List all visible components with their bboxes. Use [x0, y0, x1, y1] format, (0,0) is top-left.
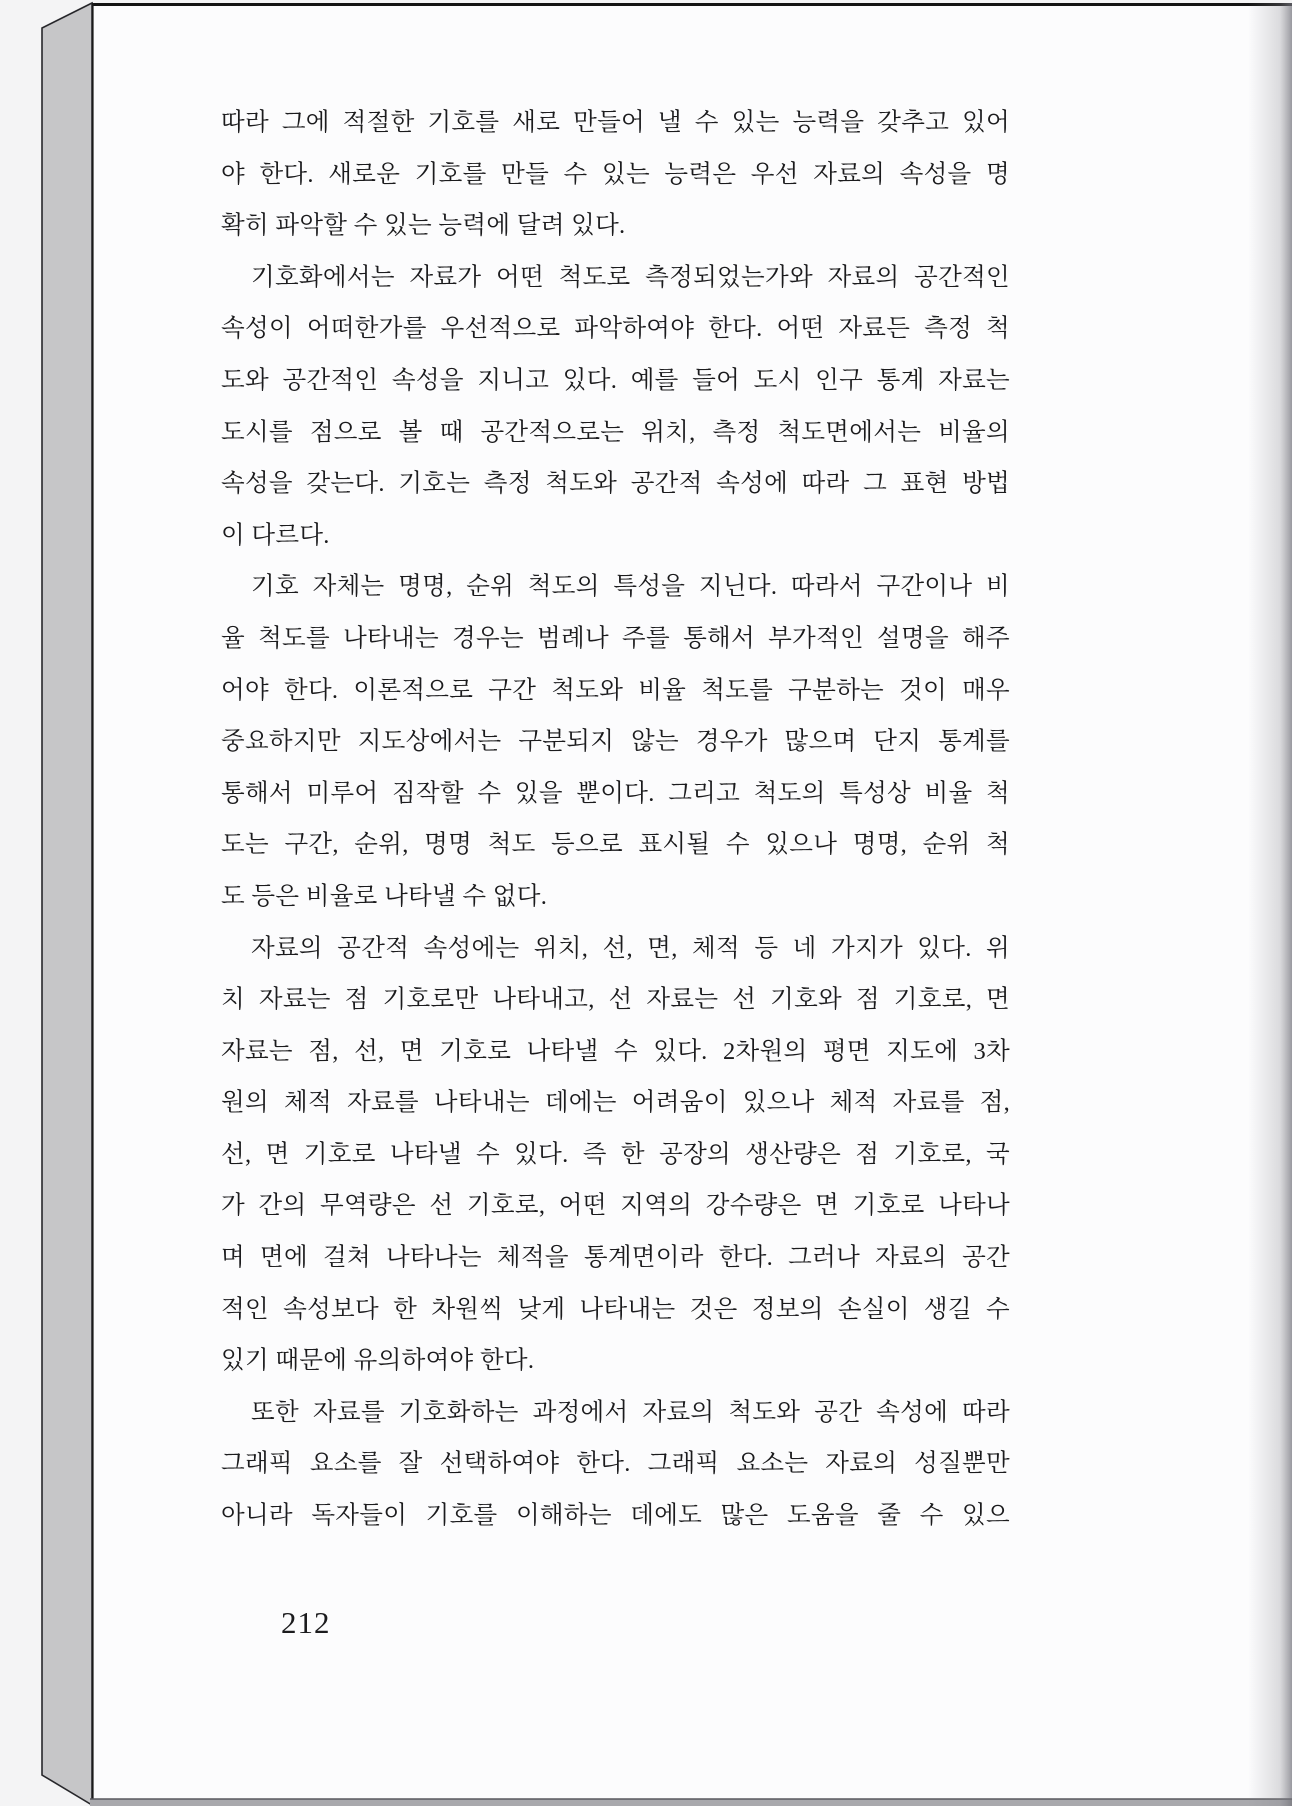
text-line: 야 한다. 새로운 기호를 만들 수 있는 능력은 우선 자료의 속성을 명 [221, 160, 1010, 188]
text-line: 도는 구간, 순위, 명명 척도 등으로 표시될 수 있으나 명명, 순위 척 [221, 831, 1010, 859]
text-line: 기호 자체는 명명, 순위 척도의 특성을 지닌다. 따라서 구간이나 비 [251, 573, 1010, 601]
text-line: 어야 한다. 이론적으로 구간 척도와 비율 척도를 구분하는 것이 매우 [221, 676, 1010, 704]
text-line: 도 등은 비율로 나타낼 수 없다. [221, 882, 548, 910]
text-line: 통해서 미루어 짐작할 수 있을 뿐이다. 그리고 척도의 특성상 비율 척 [221, 779, 1010, 807]
text-line: 자료의 공간적 속성에는 위치, 선, 면, 체적 등 네 가지가 있다. 위 [251, 934, 1010, 962]
text-line: 또한 자료를 기호화하는 과정에서 자료의 척도와 공간 속성에 따라 [251, 1398, 1010, 1426]
text-block [221, 97, 1010, 1542]
text-line: 율 척도를 나타내는 경우는 범례나 주를 통해서 부가적인 설명을 해주 [221, 624, 1010, 652]
text-line: 속성을 갖는다. 기호는 측정 척도와 공간적 속성에 따라 그 표현 방법 [221, 470, 1010, 498]
text-line: 기호화에서는 자료가 어떤 척도로 측정되었는가와 자료의 공간적인 [251, 263, 1010, 291]
text-line: 적인 속성보다 한 차원씩 낮게 나타내는 것은 정보의 손실이 생길 수 [221, 1295, 1010, 1323]
text-line: 그래픽 요소를 잘 선택하여야 한다. 그래픽 요소는 자료의 성질뿐만 [221, 1450, 1010, 1478]
text-line: 며 면에 걸쳐 나타나는 체적을 통계면이라 한다. 그러나 자료의 공간 [221, 1244, 1010, 1272]
page-number: 212 [281, 1605, 331, 1640]
text-line: 치 자료는 점 기호로만 나타내고, 선 자료는 선 기호와 점 기호로, 면 [221, 986, 1010, 1014]
text-line: 자료는 점, 선, 면 기호로 나타낼 수 있다. 2차원의 평면 지도에 3차 [221, 1037, 1010, 1065]
text-line: 중요하지만 지도상에서는 구분되지 않는 경우가 많으며 단지 통계를 [221, 728, 1010, 756]
text-line: 있기 때문에 유의하여야 한다. [221, 1347, 535, 1375]
text-line: 속성이 어떠한가를 우선적으로 파악하여야 한다. 어떤 자료든 측정 척 [221, 315, 1010, 343]
text-line: 원의 체적 자료를 나타내는 데에는 어려움이 있으나 체적 자료를 점, [221, 1089, 1010, 1117]
text-line: 도시를 점으로 볼 때 공간적으로는 위치, 측정 척도면에서는 비율의 [221, 418, 1010, 446]
text-line: 아니라 독자들이 기호를 이해하는 데에도 많은 도움을 줄 수 있으 [221, 1502, 1010, 1530]
text-line: 도와 공간적인 속성을 지니고 있다. 예를 들어 도시 인구 통계 자료는 [221, 366, 1010, 394]
text-line: 따라 그에 적절한 기호를 새로 만들어 낼 수 있는 능력을 갖추고 있어 [221, 109, 1010, 136]
text-line: 이 다르다. [221, 521, 330, 549]
text-line: 확히 파악할 수 있는 능력에 달려 있다. [221, 212, 626, 240]
text-line: 가 간의 무역량은 선 기호로, 어떤 지역의 강수량은 면 기호로 나타나 [221, 1192, 1010, 1220]
text-line: 선, 면 기호로 나타낼 수 있다. 즉 한 공장의 생산량은 점 기호로, 국 [221, 1140, 1010, 1168]
